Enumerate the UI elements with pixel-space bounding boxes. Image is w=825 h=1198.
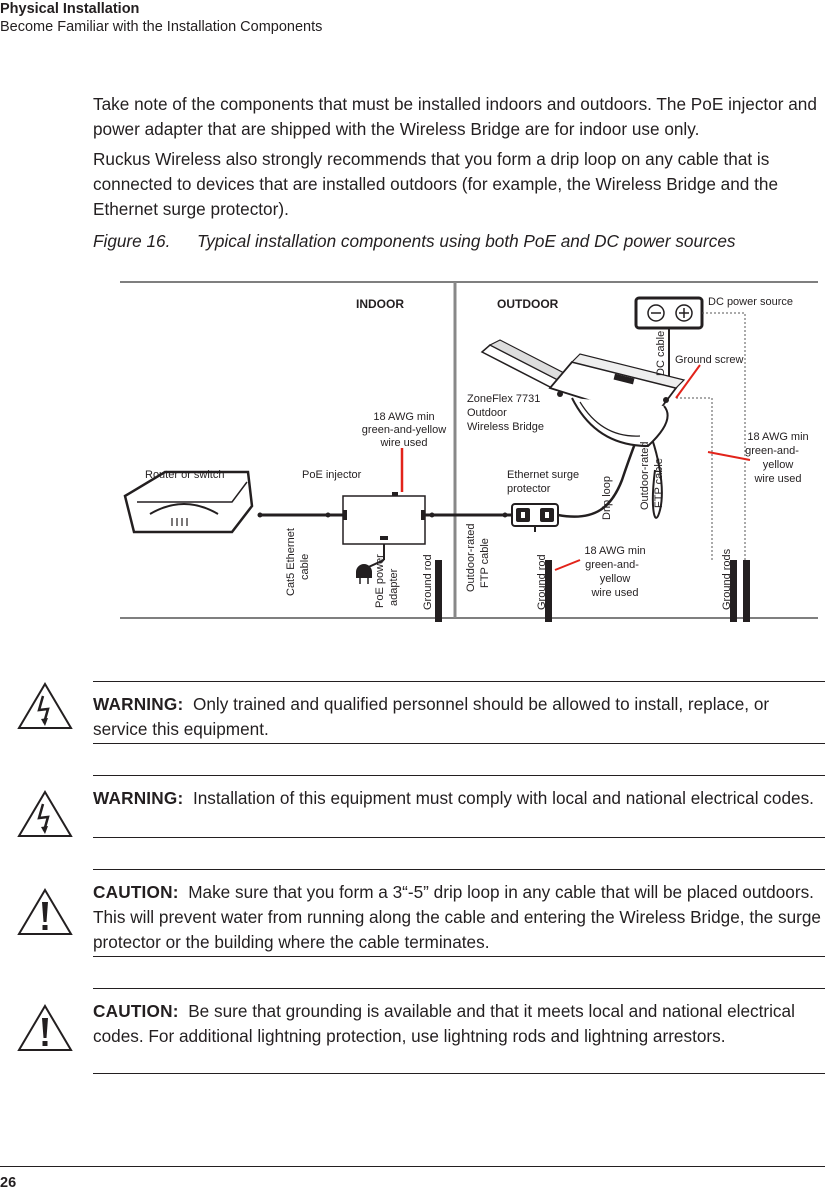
awg-top-line2: green-and-yellow bbox=[361, 424, 447, 436]
exclamation-icon bbox=[17, 888, 73, 936]
caution-notice-2 bbox=[93, 988, 825, 1074]
dc-ground-dotted-wire bbox=[702, 313, 745, 560]
body-paragraph-1: Take note of the components that must be installed indoors and outdoors. The PoE injector and power adapter that are shipped with the Wireless Bridge are for indoor use only. bbox=[93, 94, 817, 139]
awg-bottom-line4: wire used bbox=[591, 587, 639, 599]
awg-right-line1: 18 AWG min bbox=[747, 431, 809, 443]
poe-injector-illustration bbox=[343, 492, 425, 544]
notice-text: Installation of this equipment must comply with local and national electrical codes. bbox=[192, 788, 814, 808]
awg-bottom-line2: green-and- bbox=[585, 559, 639, 571]
outdoor-ftp-right-line1: Outdoor-rated bbox=[639, 441, 651, 510]
notice-type: CAUTION: bbox=[93, 882, 179, 902]
surge-label-line1: Ethernet surge bbox=[507, 469, 580, 481]
surge-protector-illustration bbox=[512, 504, 558, 526]
cat5-label-line1: Cat5 Ethernet bbox=[285, 528, 297, 596]
router-illustration bbox=[125, 472, 252, 532]
warning-notice-2 bbox=[93, 775, 825, 838]
figure-caption-text: Typical installation components using both PoE and DC power sources bbox=[197, 231, 736, 251]
bridge-label-line1: ZoneFlex 7731 bbox=[467, 393, 541, 405]
indoor-label: INDOOR bbox=[356, 297, 404, 311]
notice-type: WARNING: bbox=[93, 788, 184, 808]
bridge-label-line3: Wireless Bridge bbox=[467, 421, 545, 433]
awg-right-line4: wire used bbox=[754, 473, 802, 485]
outdoor-ftp-right-line2: FTP cable bbox=[653, 458, 665, 508]
notice-text: Make sure that you form a 3“-5” drip loop in any cable that will be placed outdoors. This will prevent water from running along the cable and entering the Wireless Bridge, the surge protector or the building where the cable terminates. bbox=[93, 882, 821, 952]
body-paragraph-2: Ruckus Wireless also strongly recommends that you form a drip loop on any cable that is connected to devices that are installed outdoors (for example, the Wireless Bridge and the Ethernet surge protector). bbox=[93, 149, 779, 219]
outdoor-ftp-mid-line2: FTP cable bbox=[479, 538, 491, 588]
bridge-ground-dotted-wire bbox=[676, 398, 712, 560]
lightning-icon bbox=[17, 682, 73, 730]
awg-right-line3: yellow bbox=[762, 459, 794, 471]
awg-bottom-line3: yellow bbox=[599, 573, 631, 585]
lightning-icon bbox=[17, 790, 73, 838]
awg-right-leader bbox=[708, 452, 750, 460]
awg-bottom-line1: 18 AWG min bbox=[584, 545, 646, 557]
ground-rod-indoor bbox=[435, 560, 442, 622]
ground-rod-label-1: Ground rod bbox=[422, 554, 434, 610]
router-label: Router or switch bbox=[145, 469, 225, 481]
awg-top-line3: wire used bbox=[380, 437, 428, 449]
installation-diagram bbox=[0, 270, 825, 630]
warning-notice-1 bbox=[93, 681, 825, 744]
footer-rule bbox=[0, 1166, 825, 1167]
figure-caption bbox=[93, 231, 736, 252]
dc-power-source-illustration bbox=[636, 298, 702, 328]
ground-rods-label: Ground rods bbox=[721, 548, 733, 610]
dc-cable-label: DC cable bbox=[655, 330, 667, 376]
notice-text: Only trained and qualified personnel should be allowed to install, replace, or service this equipment. bbox=[93, 694, 770, 739]
outdoor-ftp-mid-line1: Outdoor-rated bbox=[465, 523, 477, 592]
figure-number: Figure 16. bbox=[93, 231, 171, 251]
poe-adapter-line2: adapter bbox=[388, 568, 400, 606]
running-header bbox=[0, 0, 322, 36]
outdoor-label: OUTDOOR bbox=[497, 297, 559, 311]
notice-type: CAUTION: bbox=[93, 1001, 179, 1021]
awg-bottom-leader bbox=[555, 560, 580, 570]
ground-rod-label-2: Ground rod bbox=[536, 554, 548, 610]
dc-power-source-label: DC power source bbox=[708, 296, 793, 308]
exclamation-icon bbox=[17, 1004, 73, 1052]
caution-notice-1 bbox=[93, 869, 825, 957]
notice-type: WARNING: bbox=[93, 694, 184, 714]
bridge-label-line2: Outdoor bbox=[467, 407, 507, 419]
poe-adapter-line1: PoE power bbox=[374, 554, 386, 608]
awg-top-line1: 18 AWG min bbox=[373, 411, 435, 423]
poe-injector-label: PoE injector bbox=[302, 469, 362, 481]
page-number: 26 bbox=[0, 1175, 17, 1191]
notice-text: Be sure that grounding is available and that it meets local and national electrical codes. For additional lightning protection, use lightning rods and lightning arrestors. bbox=[93, 1001, 795, 1046]
surge-label-line2: protector bbox=[507, 483, 551, 495]
ground-rod-right-2 bbox=[743, 560, 750, 622]
cat5-label-line2: cable bbox=[299, 553, 311, 580]
drip-loop-label: Drip loop bbox=[601, 475, 613, 520]
chapter-title: Physical Installation bbox=[0, 1, 140, 17]
ground-screw-label: Ground screw bbox=[675, 354, 744, 366]
section-title: Become Familiar with the Installation Components bbox=[0, 19, 323, 35]
awg-right-line2: green-and- bbox=[745, 445, 799, 457]
